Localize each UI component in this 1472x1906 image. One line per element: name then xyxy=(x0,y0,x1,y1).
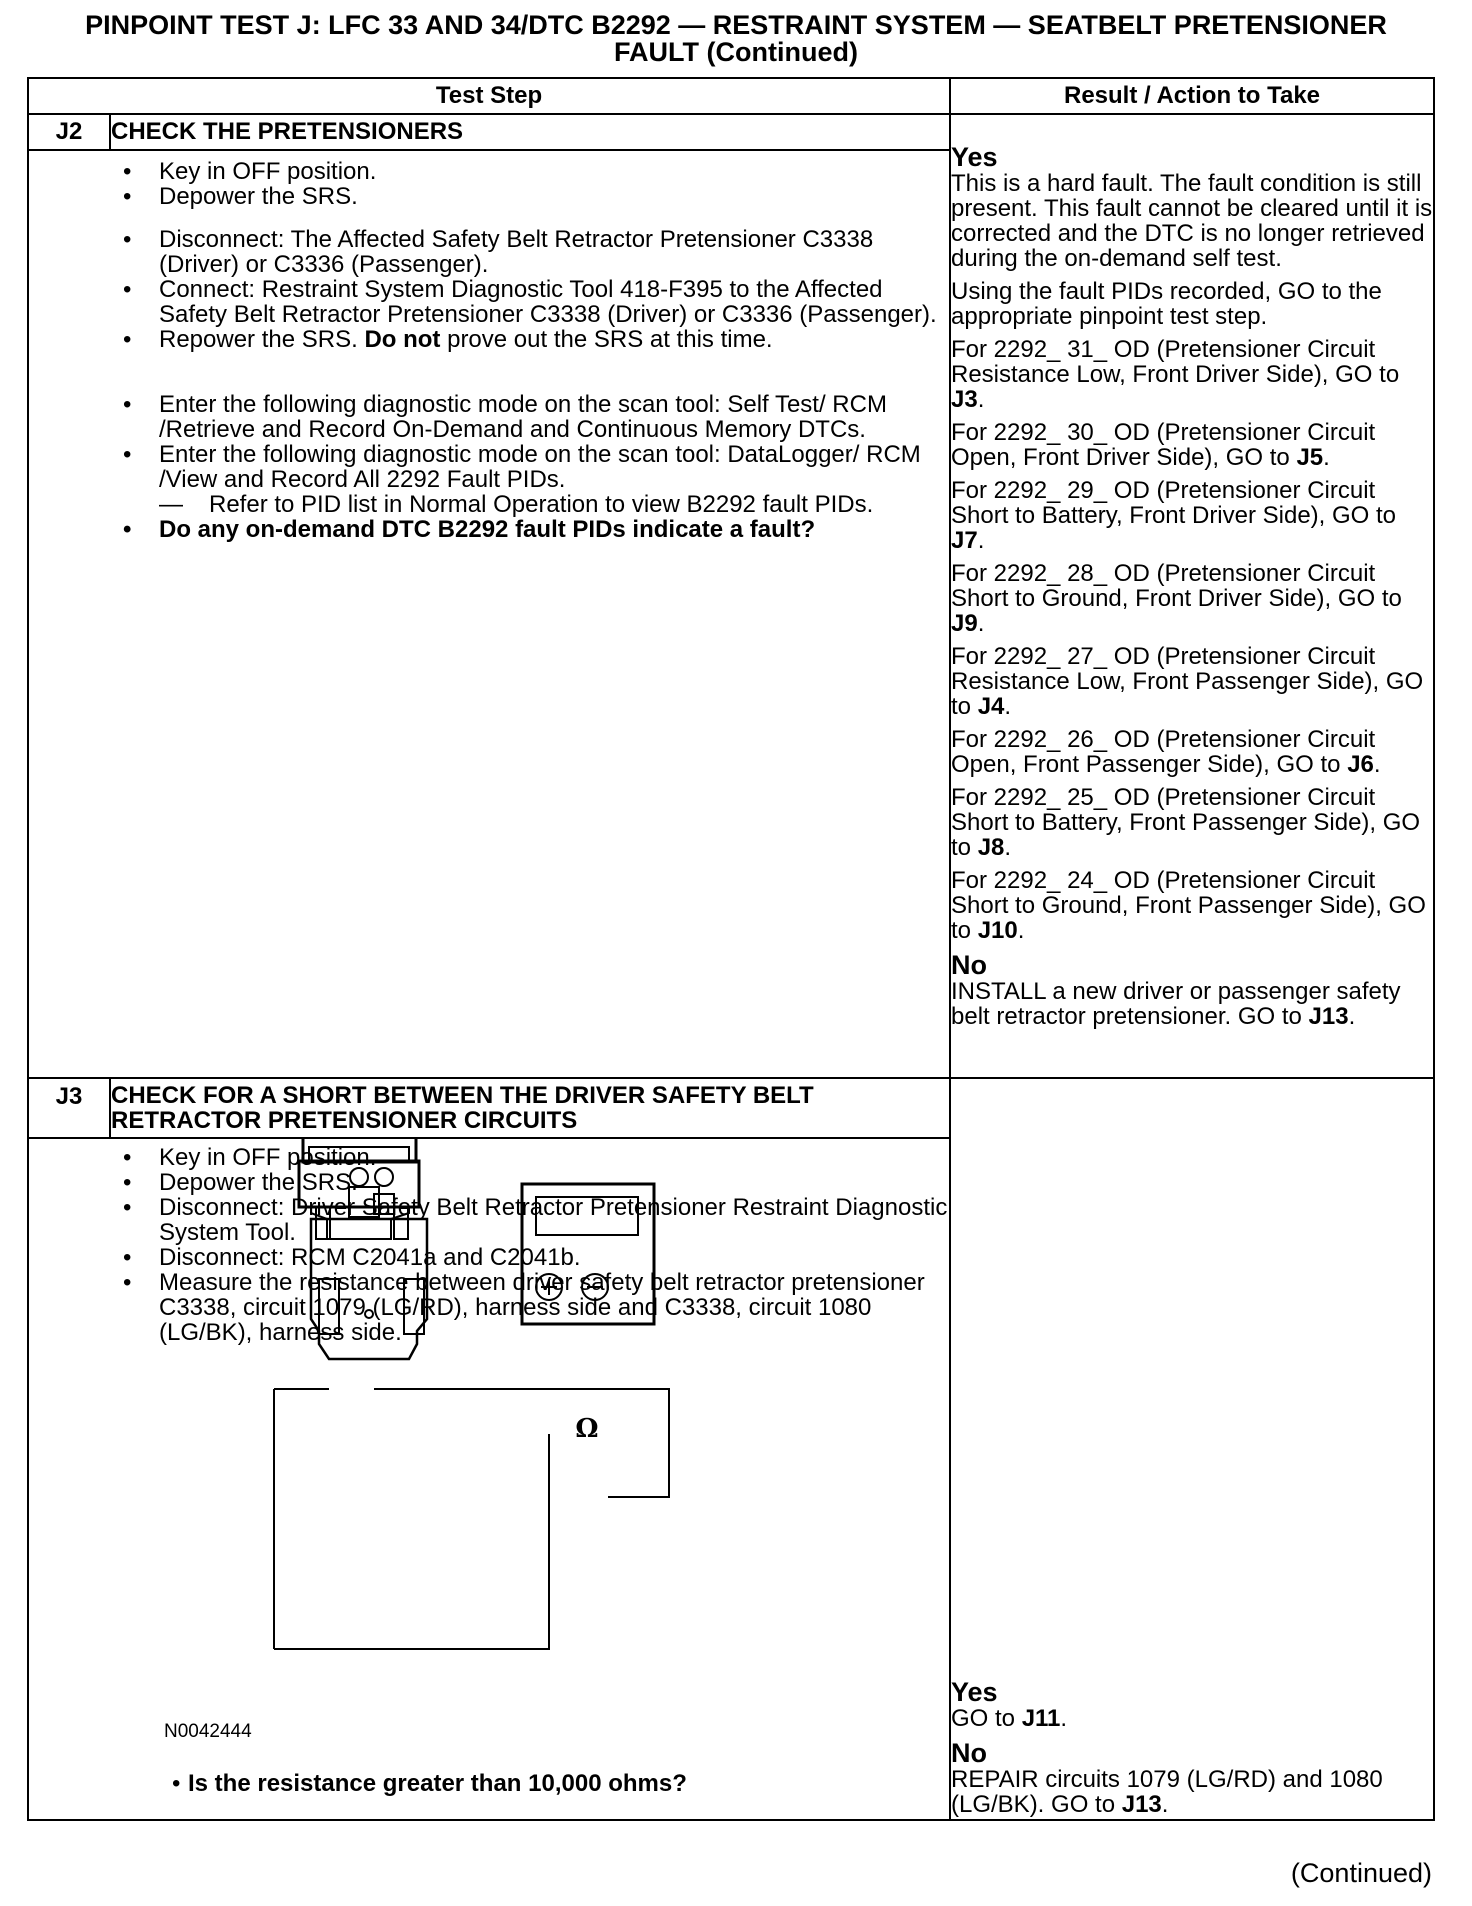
list-item: • Repower the SRS. Do not prove out the SRS at this time. xyxy=(159,327,949,352)
page-title xyxy=(0,12,1472,66)
j2-using-text: Using the fault PIDs recorded, GO to the appropriate pinpoint test step. xyxy=(951,278,1382,330)
j2-for-item: For 2292_ 27_ OD (Pretensioner Circuit Resistance Low, Front Passenger Side), GO to J4. xyxy=(951,643,1424,720)
list-item: • Key in OFF position. xyxy=(159,159,949,184)
header-row xyxy=(28,78,1434,114)
figure-id: N0042444 xyxy=(164,1721,252,1742)
j2-for-item: For 2292_ 24_ OD (Pretensioner Circuit Short to Ground, Front Passenger Side), GO to J10. xyxy=(951,867,1426,944)
list-item: • Disconnect: The Affected Safety Belt Retractor Pretensioner C3338 (Driver) or C3336 (Passenger). xyxy=(159,227,949,277)
connector-icon xyxy=(299,1139,427,1359)
bullet-glyph: • xyxy=(172,1770,181,1797)
list-item: • Enter the following diagnostic mode on the scan tool: DataLogger/ RCM /View and Record All 2292 Fault PIDs. xyxy=(159,442,949,492)
wire-right xyxy=(374,1389,669,1497)
list-item: • Depower the SRS. xyxy=(159,1170,949,1195)
list-item: • Depower the SRS. xyxy=(159,184,949,209)
j2-result-cell xyxy=(950,114,1434,1078)
list-sub-item: — Refer to PID list in Normal Operation to view B2292 fault PIDs. xyxy=(159,492,949,517)
j2-steps-cell xyxy=(28,150,950,1078)
ohmmeter-icon xyxy=(522,1184,654,1324)
ohm-symbol: Ω xyxy=(575,1414,599,1444)
list-item: • Disconnect: RCM C2041a and C2041b. xyxy=(159,1245,949,1270)
wire-bottom xyxy=(274,1434,549,1649)
pinpoint-table xyxy=(27,77,1435,1821)
title-line-2: FAULT (Continued) xyxy=(614,37,858,67)
list-item: • Key in OFF position. xyxy=(159,1145,949,1170)
j3-yes-text: GO to J11. xyxy=(951,1705,1068,1732)
header-result: Result / Action to Take xyxy=(950,78,1434,114)
j2-no-text: INSTALL a new driver or passenger safety belt retractor pretensioner. GO to J13. xyxy=(951,978,1401,1030)
j2-step-list xyxy=(29,159,949,542)
j3-steps-cell xyxy=(28,1138,950,1820)
j2-for-item: For 2292_ 28_ OD (Pretensioner Circuit Short to Ground, Front Driver Side), GO to J9. xyxy=(951,560,1402,637)
j2-question: • Do any on-demand DTC B2292 fault PIDs indicate a fault? xyxy=(159,517,949,542)
j3-question: Is the resistance greater than 10,000 ohms? xyxy=(188,1770,687,1797)
j2-for-item: For 2292_ 25_ OD (Pretensioner Circuit Short to Battery, Front Passenger Side), GO to J8. xyxy=(951,784,1421,861)
list-item: • Disconnect: Driver Safety Belt Retractor Pretensioner Restraint Diagnostic System Tool. xyxy=(159,1195,949,1245)
step-j3-title-row xyxy=(28,1078,1434,1138)
step-name-j3: CHECK FOR A SHORT BETWEEN THE DRIVER SAFETY BELT RETRACTOR PRETENSIONER CIRCUITS xyxy=(110,1078,950,1138)
j3-result-cell xyxy=(950,1078,1434,1820)
list-item: • Measure the resistance between driver safety belt retractor pretensioner C3338, circuit 1079 (LG/RD), harness side and C3338, circuit 1080 (LG/BK), harness side. xyxy=(159,1270,949,1345)
list-item: • Connect: Restraint System Diagnostic Tool 418-F395 to the Affected Safety Belt Retractor Pretensioner C3338 (Driver) or C3336 (Passenger). xyxy=(159,277,949,327)
j3-no-label: No xyxy=(951,1738,987,1768)
list-item: • Enter the following diagnostic mode on the scan tool: Self Test/ RCM /Retrieve and Record On-Demand and Continuous Memory DTCs. xyxy=(159,392,949,442)
meter-connector-diagram xyxy=(29,1139,869,1819)
step-id-j3: J3 xyxy=(28,1078,110,1138)
j2-yes-label: Yes xyxy=(951,142,998,172)
j3-no-text: REPAIR circuits 1079 (LG/RD) and 1080 (LG/BK). GO to J13. xyxy=(951,1766,1383,1818)
j2-no-label: No xyxy=(951,950,987,980)
header-test-step: Test Step xyxy=(28,78,950,114)
step-name-j2: CHECK THE PRETENSIONERS xyxy=(110,114,950,150)
step-j2-title-row xyxy=(28,114,1434,150)
j2-for-item: For 2292_ 29_ OD (Pretensioner Circuit Short to Battery, Front Driver Side), GO to J7. xyxy=(951,477,1397,554)
j2-for-item: For 2292_ 30_ OD (Pretensioner Circuit Open, Front Driver Side), GO to J5. xyxy=(951,419,1376,471)
j2-for-item: For 2292_ 31_ OD (Pretensioner Circuit Resistance Low, Front Driver Side), GO to J3. xyxy=(951,336,1400,413)
j2-for-item: For 2292_ 26_ OD (Pretensioner Circuit Open, Front Passenger Side), GO to J6. xyxy=(951,726,1381,778)
title-line-1: PINPOINT TEST J: LFC 33 AND 34/DTC B2292 — RESTRAINT SYSTEM — SEATBELT PRETENSIONER xyxy=(85,10,1387,40)
step-id-j2: J2 xyxy=(28,114,110,150)
continued-label: (Continued) xyxy=(1290,1858,1432,1888)
j3-yes-label: Yes xyxy=(951,1677,998,1707)
j2-yes-text: This is a hard fault. The fault condition is still present. This fault cannot be cleared until it is corrected and the DTC is no longer retrieved during the on-demand self test. xyxy=(951,170,1433,272)
